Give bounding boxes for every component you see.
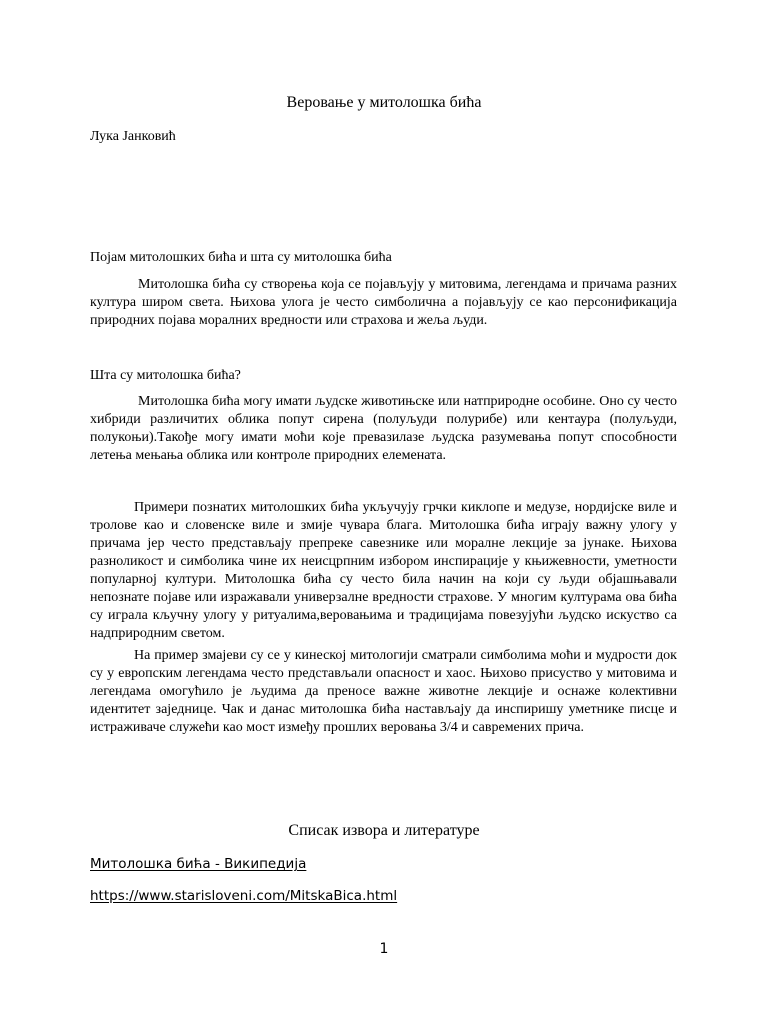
reference-link-wikipedia[interactable]: Митолошка бића - Википедија bbox=[90, 856, 307, 872]
paragraph-concept: Митолошка бића су створења која се појављују у митовима, легендама и причама разних култура широм света. Њихова улога је често симболична а појављују се као персонификација природних појава моралних вредности или страхова и жеља људи. bbox=[90, 277, 677, 328]
paragraph-examples: Примери познатих митолошких бића укључују грчки киклопе и медузе, нордијске виле и тролове као и словенске виле и змије чувара блага. Митолошка бића играју важну улогу у причама јер често представљају препреке савезнике или моралне лекције за јунаке. Њихова разноликост и симболика чине их неисцрпним избором инспирације у књижевности, уметности популарној култури. Митолошка бића су често била начин на који су људи објашњавали непознате појаве или изражавали универзалне вредности страхове. У многим културама ова бића су играла кључну улогу у ритуалима,веровањима и традицијама повезујући људско искуство са надприродним светом. bbox=[90, 500, 677, 641]
section-heading-what-are: Шта су митолошка бића? bbox=[90, 368, 241, 383]
references-heading: Списак извора и литературе bbox=[288, 822, 480, 839]
section-heading-concept: Појам митолошких бића и шта су митолошка бића bbox=[90, 250, 392, 265]
paragraph-characteristics: Митолошка бића могу имати људске животињске или натприродне особине. Оно су често хибриди различитих облика попут сирена (полуљуди полурибе) или кентаура (полуљуди, полукоњи).Такође могу имати моћи које превазилазе људска разумевања попут способности летења мењања облика или контроле природних елемената. bbox=[90, 394, 677, 463]
document-title: Веровање у митолошка бића bbox=[286, 94, 482, 111]
page-number: 1 bbox=[379, 941, 389, 957]
reference-link-starisloveni[interactable]: https://www.starisloveni.com/MitskaBica.html bbox=[90, 888, 398, 904]
paragraph-dragons: На пример змајеви су се у кинеској митологији сматрали симболима моћи и мудрости док су у европским легендама често представљали опасност и хаос. Њихово присуство у митовима и легендама омогућило је људима да преносе важне животне лекције и оснаже колективни идентитет заједнице. Чак и данас митолошка бића настављају да инспиришу уметнике писце и истраживаче служећи као мост између прошлих веровања 3/4 и савремених прича. bbox=[90, 648, 677, 735]
author-name: Лука Јанковић bbox=[90, 129, 176, 144]
